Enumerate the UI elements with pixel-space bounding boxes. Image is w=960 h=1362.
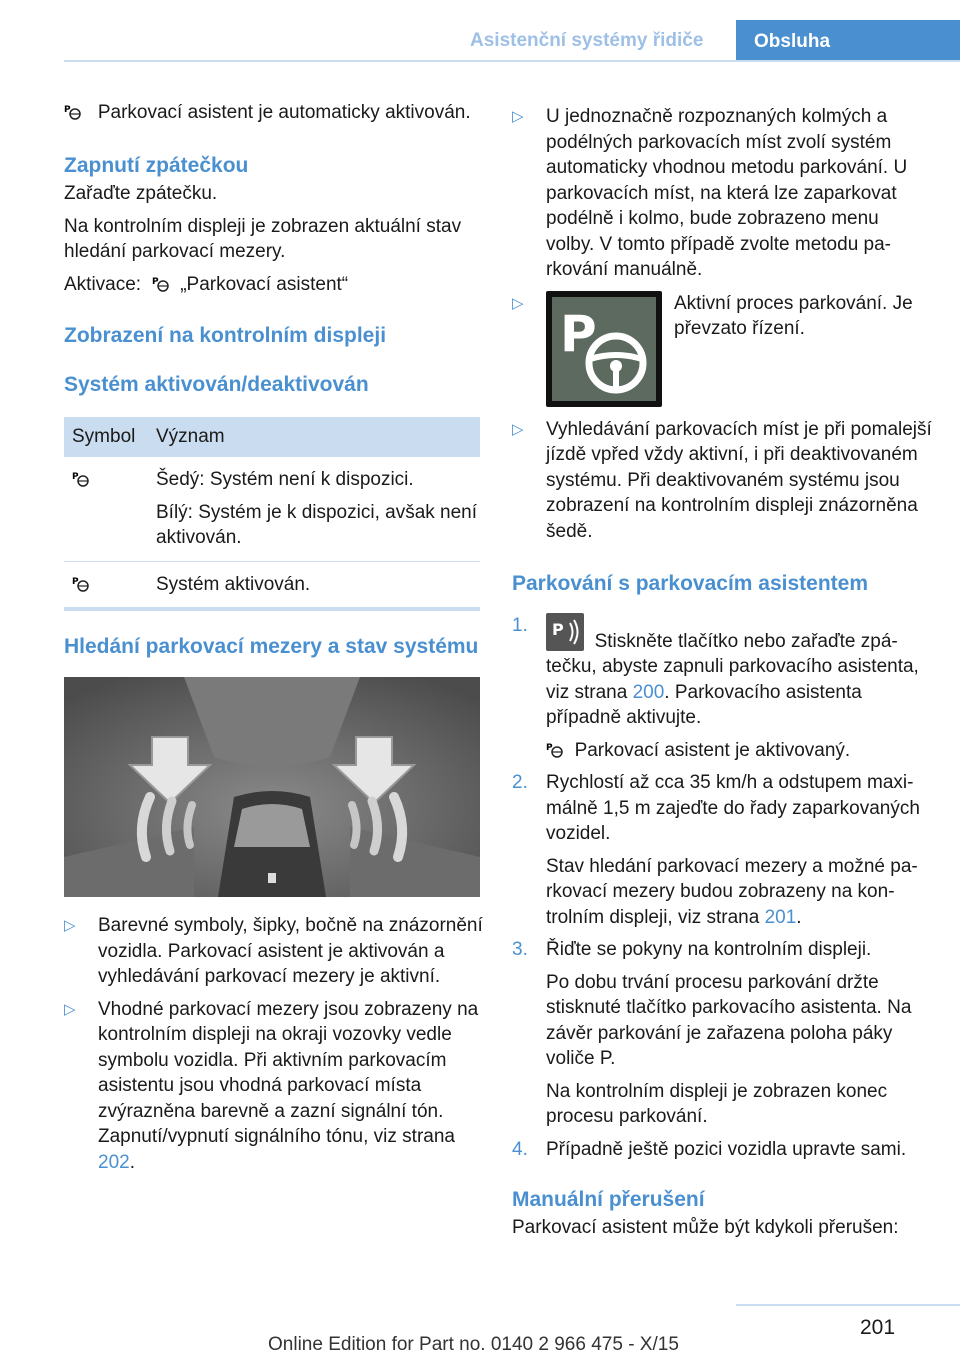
park-assist-gray-icon bbox=[72, 471, 90, 487]
step-number: 3. bbox=[512, 939, 528, 960]
triangle-bullet-icon: ▷ bbox=[64, 1000, 76, 1018]
symbol-cell bbox=[64, 561, 148, 607]
park-assist-active-icon bbox=[546, 742, 564, 758]
bullet-end: . bbox=[129, 1151, 135, 1173]
step-sub-end: . bbox=[796, 906, 802, 928]
park-assist-icon bbox=[152, 276, 170, 292]
bullet-text: U jednoznačně rozpoznaných kolmých a podélných parkovacích míst zvolí systém automaticky vhodnou metodu parkování. U parkovacích míst, na která lze zaparkovat podélně i kolmo, bude zobrazeno menu volby. V tomto případě zvolte metodu parkování manuálně. bbox=[546, 106, 908, 280]
col-vyznam: Význam bbox=[148, 417, 480, 457]
step-number: 4. bbox=[512, 1138, 528, 1160]
edition-footer: Online Edition for Part no. 0140 2 966 475 - X/15 bbox=[268, 1334, 679, 1355]
svg-text:P: P bbox=[72, 576, 79, 587]
triangle-bullet-icon: ▷ bbox=[512, 108, 524, 125]
control-display-image bbox=[64, 677, 480, 897]
step-3 bbox=[512, 937, 932, 1130]
svg-text:P: P bbox=[64, 105, 71, 115]
col-symbol: Symbol bbox=[64, 417, 148, 457]
right-column bbox=[512, 104, 932, 1240]
step-text: Řiďte se pokyny na kontrolním displeji. bbox=[546, 939, 872, 960]
intro-text: Parkovací asistent je automaticky aktivován. bbox=[97, 102, 471, 123]
p-stav: Na kontrolním displeji je zobrazen aktuální stav hledání parkovací mezery. bbox=[64, 215, 462, 262]
step-number: 2. bbox=[512, 772, 528, 793]
heading-hledani: Hledání parkovací mezery a stav systému bbox=[64, 635, 479, 658]
step-1 bbox=[512, 613, 932, 764]
step-sub bbox=[546, 854, 932, 931]
page-link-202[interactable]: 202 bbox=[98, 1151, 130, 1173]
triangle-bullet-icon: ▷ bbox=[512, 294, 524, 312]
left-column bbox=[64, 100, 484, 1175]
aktivace-label: Aktivace: bbox=[64, 273, 142, 295]
heading-zobrazeni: Zobrazení na kontrolním displeji bbox=[64, 324, 387, 347]
footer-rule bbox=[736, 1304, 960, 1306]
table-bottom-rule bbox=[64, 607, 480, 611]
header-tab: Obsluha bbox=[736, 20, 960, 62]
bullet-text: Aktivní proces parkování. Je převzato řízení. bbox=[674, 292, 913, 339]
bullet-text: Barevné symboly, šipky, bočně na znázornění vozidla. Parkovací asistent je aktivován a vyhledávání parkovací mezery je aktivní. bbox=[98, 915, 483, 987]
list-item bbox=[512, 291, 932, 411]
step-sub-text: Stav hledání parkovací mezery a možné parkovací mezery budou zobrazeny na kontrolním displeji, viz strana bbox=[546, 855, 918, 928]
bullet-text: Vyhledávání parkovacích míst je při pomalejší jízdě vpřed vždy aktivní, i při deaktivovaném systému. Při deaktivovaném systému jsou zobrazení na kontrolním displeji znázorněna šedě. bbox=[546, 418, 932, 542]
symbol-table bbox=[64, 417, 480, 607]
heading-manual: Manuální přerušení bbox=[512, 1188, 705, 1211]
p-manual: Parkovací asistent může být kdykoli přerušen: bbox=[512, 1216, 899, 1238]
header-section-title: Asistenční systémy řidiče bbox=[470, 30, 704, 51]
step-sub bbox=[546, 738, 932, 764]
row1-b: Bílý: Systém je k dispozici, avšak není aktivován. bbox=[156, 501, 478, 548]
page-link-201[interactable]: 201 bbox=[764, 906, 797, 928]
step-text: Stiskněte tlačítko nebo zařaďte zpátečku, abyste zapnuli parkovacího asistenta, viz strana bbox=[546, 630, 919, 703]
park-steering-icon bbox=[546, 291, 662, 407]
svg-text:P: P bbox=[546, 742, 553, 753]
heading-parkovani: Parkování s parkovacím asistentem bbox=[512, 572, 869, 595]
step-sub-text: Parkovací asistent je aktivovaný. bbox=[574, 739, 851, 761]
heading-zapnuti: Zapnutí zpátečkou bbox=[64, 153, 249, 177]
list-item bbox=[64, 997, 484, 1176]
park-assist-button-icon bbox=[546, 613, 584, 651]
step-number: 1. bbox=[512, 614, 528, 636]
svg-text:P: P bbox=[72, 472, 79, 482]
step-text-end: . Parkovacího asistenta případně aktivujte. bbox=[546, 681, 862, 728]
triangle-bullet-icon: ▷ bbox=[64, 917, 76, 934]
step-sub: Na kontrolním displeji je zobrazen konec procesu parkování. bbox=[546, 1080, 888, 1127]
bullet-text: Vhodné parkovací mezery jsou zobrazeny na kontrolním displeji na okraji vozovky vedle symbolu vozidla. Při aktivním parkovacím asistentu jsou vhodná parkovací místa zvýrazněna barevně a zazní signální tón. Zapnutí/vypnutí signálního tónu, viz strana bbox=[98, 998, 479, 1147]
meaning-cell bbox=[148, 457, 480, 561]
header-rule bbox=[64, 60, 960, 62]
row2: Systém aktivován. bbox=[156, 573, 311, 595]
park-assist-active-icon bbox=[72, 576, 90, 592]
step-sub: Po dobu trvání procesu parkování držte stisknuté tlačítko parkovacího asistenta. Na závěr parkování je zařazena poloha páky voliče P. bbox=[546, 971, 912, 1069]
page-number: 201 bbox=[860, 1316, 896, 1339]
step-text: Případně ještě pozici vozidla upravte sami. bbox=[546, 1138, 907, 1160]
list-item bbox=[512, 104, 932, 283]
page-link-200[interactable]: 200 bbox=[632, 681, 665, 703]
row1-a: Šedý: Systém není k dispozici. bbox=[156, 469, 414, 490]
intro-paragraph bbox=[64, 100, 484, 126]
heading-system: Systém aktivován/deaktivován bbox=[64, 372, 369, 396]
p-zaradte: Zařaďte zpátečku. bbox=[64, 183, 218, 204]
active-parking-symbol bbox=[546, 291, 662, 407]
list-item bbox=[512, 417, 932, 545]
aktivace-value: „Parkovací asistent“ bbox=[180, 273, 349, 295]
symbol-cell bbox=[64, 457, 148, 561]
triangle-bullet-icon: ▷ bbox=[512, 420, 524, 438]
svg-text:P: P bbox=[560, 304, 597, 363]
park-assist-icon bbox=[64, 104, 82, 120]
step-2 bbox=[512, 770, 932, 930]
svg-text:P: P bbox=[151, 276, 159, 287]
svg-text:P: P bbox=[552, 619, 564, 639]
parking-search-illustration bbox=[64, 677, 480, 897]
list-item bbox=[64, 913, 484, 990]
step-text: Rychlostí až cca 35 km/h a odstupem maximálně 1,5 m zajeďte do řady zaparkovaných vozidel. bbox=[546, 772, 920, 844]
p-aktivace bbox=[64, 272, 484, 298]
step-4 bbox=[512, 1137, 932, 1163]
